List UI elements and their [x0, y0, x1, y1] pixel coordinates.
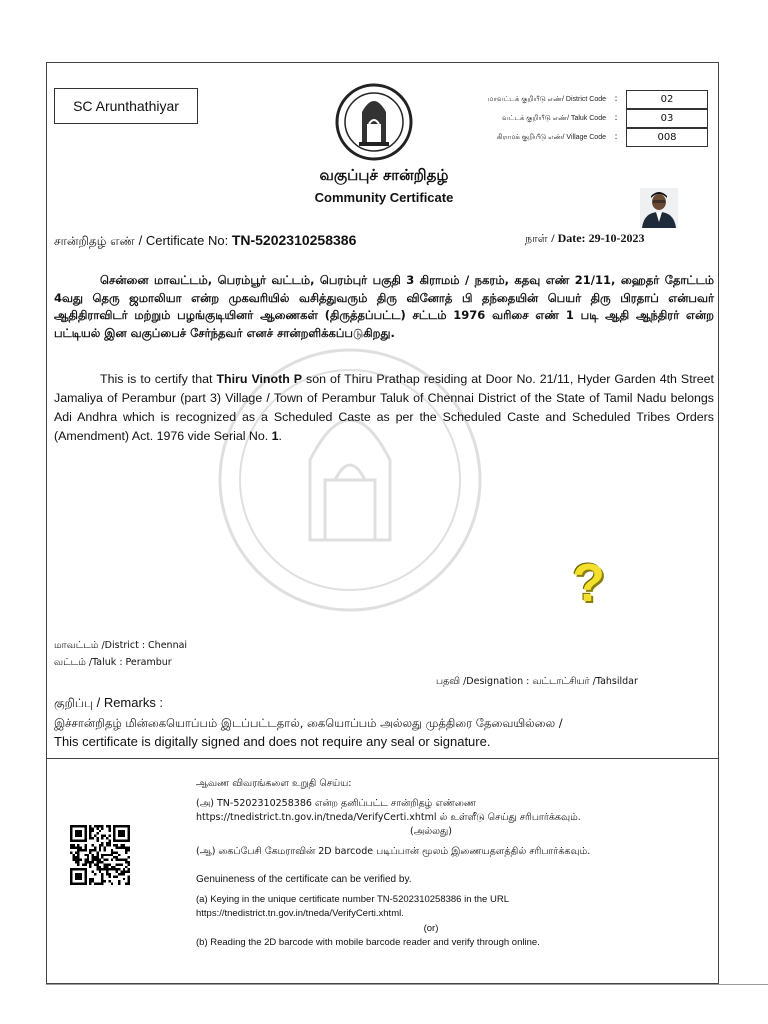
qr-code[interactable] [70, 825, 130, 885]
remarks-english: This certificate is digitally signed and does not require any seal or signature. [54, 734, 491, 749]
date-label-english: / Date: [551, 231, 589, 245]
section-divider [46, 758, 719, 759]
english-body-end: . [278, 429, 282, 443]
district-code-label: மாவட்டக் குறியீடு எண்/ District Code [487, 95, 606, 103]
taluk-line: வட்டம் /Taluk : Perambur [54, 657, 172, 668]
remarks-tamil: இச்சான்றிதழ் மின்கையொப்பம் இடப்பட்டதால், கையொப்பம் அல்லது முத்திரை தேவையில்லை / [54, 716, 563, 730]
verify-or-english: (or) [423, 923, 439, 934]
district-line: மாவட்டம் /District : Chennai [54, 640, 188, 651]
village-code-label: கிராமக் குறியீடு எண்/ Village Code [496, 133, 606, 141]
verify-heading-english: Genuineness of the certificate can be verified by. [196, 874, 412, 885]
certificate-no-label-tamil: சான்றிதழ் எண் [54, 234, 139, 248]
state-emblem-icon [329, 82, 419, 162]
certificate-number: TN-5202310258386 [231, 232, 357, 248]
verify-or-tamil: (அல்லது) [410, 826, 452, 837]
title-tamil: வகுப்புச் சான்றிதழ் [319, 166, 449, 184]
question-mark-overlay: ? [572, 553, 605, 613]
remarks-label [54, 695, 163, 712]
taluk-code-label: வட்டக் குறியீடு எண்/ Taluk Code [502, 114, 606, 122]
tamil-body-text: சென்னை மாவட்டம், பெரம்பூர் வட்டம், பெரம்புர் பகுதி 3 கிராமம் / நகரம், கதவு எண் 21/11, ஹைதர் தோட்டம் 4வது தெரு ஜமாலியா என்ற முகவரியில் வசித்துவரும் திரு வினோத் பி தந்தையின் பெயர் திரு பிரதாப் என்பவர் ஆதிதிராவிடர் மற்றும் பழங்குடியினர் ஆணைகள் (திருத்தப்பட்ட) சட்டம் 1976 வரிசை எண் 1 படி ஆதி ஆந்திரர் என்ற பட்டியல் இன வகுப்பைச் சேர்ந்தவர் எனச் சான்றளிக்கப்படுகிறது. [54, 273, 714, 340]
village-code-row [420, 127, 708, 147]
tamil-body-paragraph [54, 272, 714, 342]
certificate-no-label-english: / Certificate No: [138, 233, 232, 248]
caste-label-box: SC Arunthathiyar [54, 88, 198, 124]
verify-option-b-english: (b) Reading the 2D barcode with mobile barcode reader and verify through online. [196, 937, 540, 948]
remarks-label-english: / Remarks : [96, 695, 164, 710]
certificate-date: 29-10-2023 [588, 231, 645, 245]
district-code-row [420, 89, 708, 109]
remarks-label-tamil: குறிப்பு [54, 696, 97, 710]
verify-heading-tamil: ஆவண விவரங்களை உறுதி செய்ய: [196, 778, 352, 789]
taluk-code-row [420, 108, 708, 128]
title-english: Community Certificate [314, 190, 454, 205]
village-code-value: 008 [626, 128, 708, 147]
applicant-photo [640, 188, 678, 228]
english-body-paragraph [54, 370, 714, 446]
designation-line: பதவி /Designation : வட்டாட்சியர் /Tahsildar [436, 676, 638, 687]
certificate-number-line [54, 232, 356, 250]
english-body-rest: son of Thiru Prathap residing at Door No. 21/11, Hyder Garden 4th Street Jamaliya of Perambur (part 3) Village / Town of Perambur Taluk of Chennai District of the State of Tamil Nadu belongs Adi Andhra which is recognized as a Scheduled Caste as per the Scheduled Caste and Scheduled Tribes Orders (Amendment) Act. 1976 vide Serial No. [54, 372, 714, 443]
colon: : [614, 113, 618, 123]
colon: : [614, 94, 618, 104]
district-code-value: 02 [626, 90, 708, 109]
serial-number: 1 [271, 429, 279, 443]
page-footer-line [46, 984, 768, 985]
taluk-code-value: 03 [626, 109, 708, 128]
applicant-name: Thiru Vinoth P [216, 372, 303, 386]
verify-option-b-tamil: (ஆ) கைப்பேசி கேமராவின் 2D barcode படிப்பான் மூலம் இணையதளத்தில் சரிபார்க்கவும். [196, 846, 591, 857]
date-label-tamil: நாள் [525, 232, 552, 245]
colon: : [614, 132, 618, 142]
verify-option-a-english: (a) Keying in the unique certificate number TN-5202310258386 in the URL https://tnedistrict.tn.gov.in/tneda/VerifyCerti.xhtml. [196, 894, 509, 919]
verify-option-a-tamil: (அ) TN-5202310258386 என்ற தனிப்பட்ட சான்றிதழ் எண்ணை https://tnedistrict.tn.gov.in/tneda/VerifyCerti.xhtml ல் உள்ளீடு செய்து சரிபார்க்கவும். [196, 798, 581, 823]
english-body-lead: This is to certify that [100, 372, 217, 386]
date-line [525, 231, 645, 247]
